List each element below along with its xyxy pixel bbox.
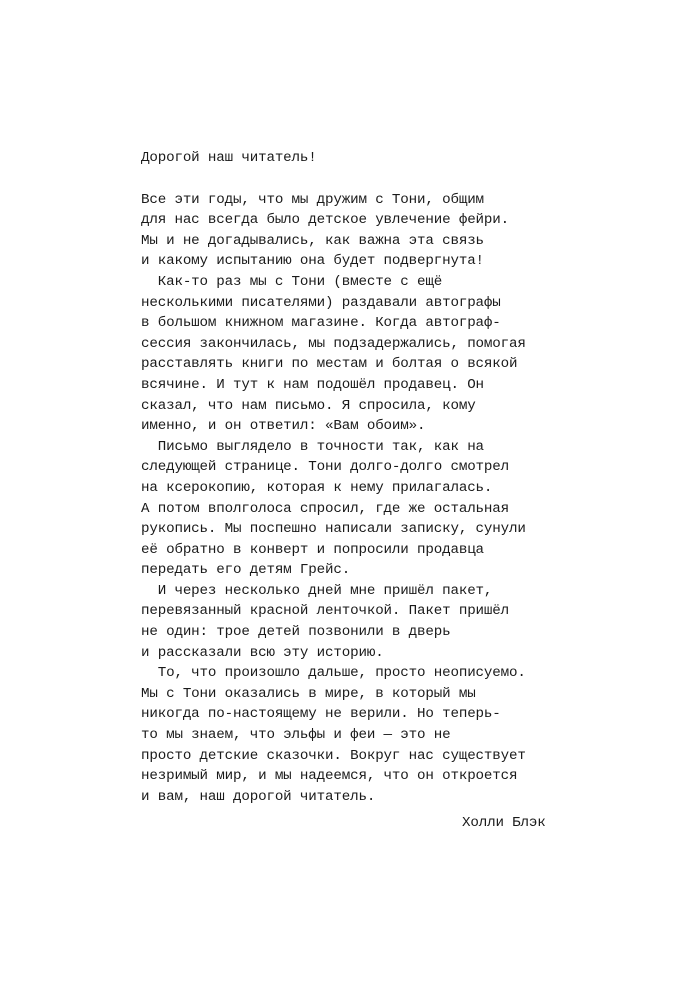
- text-line: на ксерокопию, которая к нему прилагалась.: [141, 479, 493, 496]
- text-line: сказал, что нам письмо. Я спросила, кому: [141, 397, 476, 414]
- text-line: следующей странице. Тони долго-долго смотрел: [141, 459, 510, 476]
- letter-text: [141, 190, 561, 808]
- text-line: перевязанный красной ленточкой. Пакет пришёл: [141, 603, 510, 620]
- text-line: никогда по-настоящему не верили. Но теперь-: [141, 706, 501, 723]
- text-line: именно, и он ответил: «Вам обоим».: [141, 418, 426, 435]
- text-line: и вам, наш дорогой читатель.: [141, 788, 376, 805]
- text-line: просто детские сказочки. Вокруг нас существует: [141, 747, 526, 764]
- text-line: незримый мир, и мы надеемся, что он откроется: [141, 768, 518, 785]
- letter-greeting: Дорогой наш читатель!: [141, 150, 317, 166]
- text-line: не один: трое детей позвонили в дверь: [141, 624, 451, 641]
- text-line: Как-то раз мы с Тони (вместе с ещё: [141, 273, 443, 290]
- text-line: Письмо выглядело в точности так, как на: [141, 438, 484, 455]
- text-line: передать его детям Грейс.: [141, 562, 351, 579]
- text-line: сессия закончилась, мы подзадержались, помогая: [141, 335, 526, 352]
- text-line: рукопись. Мы поспешно написали записку, сунули: [141, 521, 526, 538]
- text-line: И через несколько дней мне пришёл пакет,: [141, 582, 493, 599]
- letter-signature: Холли Блэк: [462, 815, 546, 831]
- text-line: и какому испытанию она будет подвергнута!: [141, 253, 484, 270]
- letter-body: [141, 148, 561, 807]
- text-line: то мы знаем, что эльфы и феи — это не: [141, 727, 451, 744]
- text-line: Мы и не догадывались, как важна эта связь: [141, 232, 484, 249]
- text-line: для нас всегда было детское увлечение фейри.: [141, 212, 510, 229]
- text-line: расставлять книги по местам и болтая о всякой: [141, 356, 518, 373]
- text-line: всячине. И тут к нам подошёл продавец. Он: [141, 376, 484, 393]
- text-line: А потом вполголоса спросил, где же остальная: [141, 500, 510, 517]
- text-line: в большом книжном магазине. Когда автограф-: [141, 315, 501, 332]
- text-line: и рассказали всю эту историю.: [141, 644, 384, 661]
- text-line: её обратно в конверт и попросили продавца: [141, 541, 484, 558]
- text-line: То, что произошло дальше, просто неописуемо.: [141, 665, 526, 682]
- text-line: Мы с Тони оказались в мире, в который мы: [141, 685, 476, 702]
- text-line: несколькими писателями) раздавали автографы: [141, 294, 501, 311]
- text-line: Все эти годы, что мы дружим с Тони, общим: [141, 191, 484, 208]
